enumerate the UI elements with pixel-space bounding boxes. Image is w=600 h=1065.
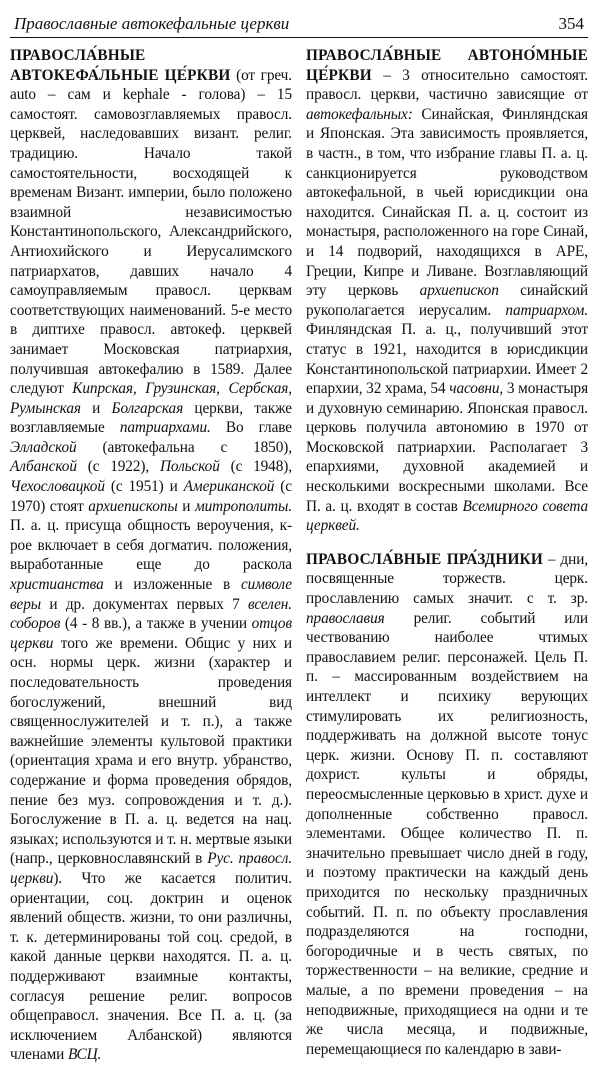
italic-term: православия: [306, 609, 385, 627]
headword: ПРАВОСЛА́ВНЫЕ АВТОНО́МНЫЕ ЦЕ́РКВИ: [306, 47, 588, 84]
italic-term: Элладской: [10, 438, 77, 456]
page-number: 354: [558, 14, 584, 33]
text-run: – 3 относительно самостоят. правосл. церкви, частично зависящие от: [306, 66, 588, 104]
italic-term: архиепископ: [419, 282, 499, 300]
italic-term: патриархами.: [119, 419, 211, 437]
text-run: (автокефальна с 1850),: [76, 438, 292, 456]
text-run: П. а. ц. присуща общность вероучения, к-рое включает в себя догматич. положения, выработанные еще до раскола: [10, 517, 292, 574]
text-run: (с 1951) и: [104, 478, 184, 496]
text-run: и изложенные в: [103, 576, 241, 594]
text-run: синайский рукополагается иерусалим.: [306, 282, 588, 319]
right-column: [306, 46, 588, 1065]
text-run: религ. событий или чествованию наиболее чтимых православием религ. персонажей. Цель П. п. – массированным воздействием на интеллект и психику верующих стимулировать их религиозность, поддерживать на должной высоте тонус церк. жизни. Основу П. п. составляют дохрист. культы и обряды, переосмысленные церковью в христ. духе и дополненные собственно правосл. элементами. Общее количество П. п. значительно превышает число дней в году, и поэтому практически на каждый день приходится по нескольку праздничных событий. П. п. по объекту прославления подразделяются на господни, богородичные и в честь святых, по торжественности – на великие, средние и малые, а по времени проведения – на неподвижные, приходящиеся на одни и те же числа месяца, и подвижные, перемещающиеся по календарю в зави-: [306, 609, 588, 1058]
italic-term: Польской: [159, 458, 220, 476]
entry-avtonomnye: [306, 46, 588, 536]
italic-term: Американской: [183, 478, 275, 496]
entry-body: [10, 67, 292, 1064]
text-run: (с 1970) стоят: [10, 478, 292, 515]
italic-term: Всемирного совета церквей.: [306, 497, 588, 535]
text-run: Финляндская П. а. ц., получивший этот статус в 1921, находится в юрисдикции Константинопольской патриархии. Имеет 2 епархии, 32 храма, 54: [306, 321, 588, 398]
text-run: церкви, также возглавляемые: [10, 399, 292, 437]
text-run: (4 - 8 вв.), а также в учении: [60, 615, 252, 633]
left-column: [10, 46, 292, 1065]
italic-term: митрополиты.: [194, 497, 292, 515]
italic-term: часовни,: [449, 380, 504, 398]
headword: ПРАВОСЛА́ВНЫЕ ПРА́ЗДНИКИ: [306, 550, 543, 568]
italic-term: архиепископы: [88, 497, 178, 515]
text-run: и: [177, 497, 195, 515]
text-run: Синайская, Финляндская и Японская. Эта зависимость проявляется, в частн., в том, что избрание главы П. а. ц. санкционируется руководством автокефальной, в чьей юрисдикции она находится. Синайская П. а. ц. состоит из монастыря, расположенного на горе Синай, и 14 подворий, находящихся в АРЕ, Греции, Кипре и Ливане. Возглавляющий эту церковь: [306, 105, 588, 300]
entry-body: [306, 67, 588, 535]
headword: ПРАВОСЛА́ВНЫЕ АВТОКЕФА́ЛЬНЫЕ ЦЕ́РКВИ: [10, 47, 231, 84]
running-title: Православные автокефальные церкви: [14, 14, 290, 33]
entry-body: [306, 551, 588, 1058]
text-run: (с 1948),: [219, 458, 292, 476]
italic-term: патриархом.: [505, 301, 588, 319]
italic-term: символе веры: [10, 576, 292, 613]
italic-term: Рус. правосл. церкви: [10, 850, 293, 887]
italic-term: Чехословацкой: [10, 478, 105, 496]
italic-term: христианства: [10, 576, 104, 594]
text-run: Во главе: [210, 419, 292, 437]
entry-avtokefalnye: [10, 46, 292, 1065]
text-run: того же времени. Общис у них и осн. нормы церк. жизни (характер и последовательность проведения богослужений, внешний вид священнослужителей и т. п.), а также важнейшие элементы культовой практики (ориентация храма и его внутр. убранство, содержание и форма проведения обрядов, пение без муз. сопровождения и т. д.). Богослужение в П. а. ц. ведется на нац. языках; используются и т. н. мертвые языки (напр., церковнославянский в: [10, 634, 292, 868]
italic-term: Кипрская, Грузинская, Сербская, Румынская: [10, 380, 292, 417]
text-run: – дни, посвященные торжеств. церк. прославлению самых значит. с т. зр.: [306, 550, 589, 608]
text-run: ). Что же касается политич. ориентации, соц. доктрин и оценок явлений обществ. жизни, то они различны, т. к. детерминированы той соц. средой, в какой данные церкви находятся. П. а. ц. поддерживают взаимные контакты, согласуя решение религ. вопросов общеправосл. значения. Все П. а. ц. (за исключением Албанской) являются членами: [10, 869, 292, 1064]
italic-term: отцов церкви: [10, 615, 292, 652]
running-header: [10, 12, 588, 38]
text-run: и: [80, 399, 112, 417]
text-run: и др. документах первых 7: [41, 595, 248, 613]
entry-prazdniki: [306, 550, 588, 1059]
text-run: (с 1922),: [76, 458, 160, 476]
italic-term: вселен. соборов: [10, 595, 292, 633]
text-run: 3 монастыря и духовную семинарию. Японская правосл. церковь получила автономию в 1970 от Московской патриархии. Располагает 3 епархиями, духовной академией и несколькими воскресными школами. Все П. а. ц. входят в состав: [306, 380, 588, 515]
text-run: (от греч. auto – сам и kephale - голова) – 15 самостоят. самовозглавляемых правосл. церквей, наследовавших визант. религ. традицию. Начало такой самостоятельности, восходящей к временам Визант. империи, было положено взаимной независимостью Константинопольского, Александрийского, Антиохийского и Иерусалимского патриархатов, давших начало 4 самоуправляемым правосл. церквам соответствующих наименований. 5-е место в диптихе правосл. автокеф. церквей занимает Московская патриархия, получившая автокефалию в 1589. Далее следуют: [10, 66, 292, 398]
italic-term: автокефальных:: [306, 105, 413, 123]
italic-term: Болгарская: [111, 399, 184, 417]
italic-term: Албанской: [10, 458, 77, 476]
text-columns: [10, 46, 588, 1065]
italic-term: ВСЦ.: [67, 1046, 102, 1064]
